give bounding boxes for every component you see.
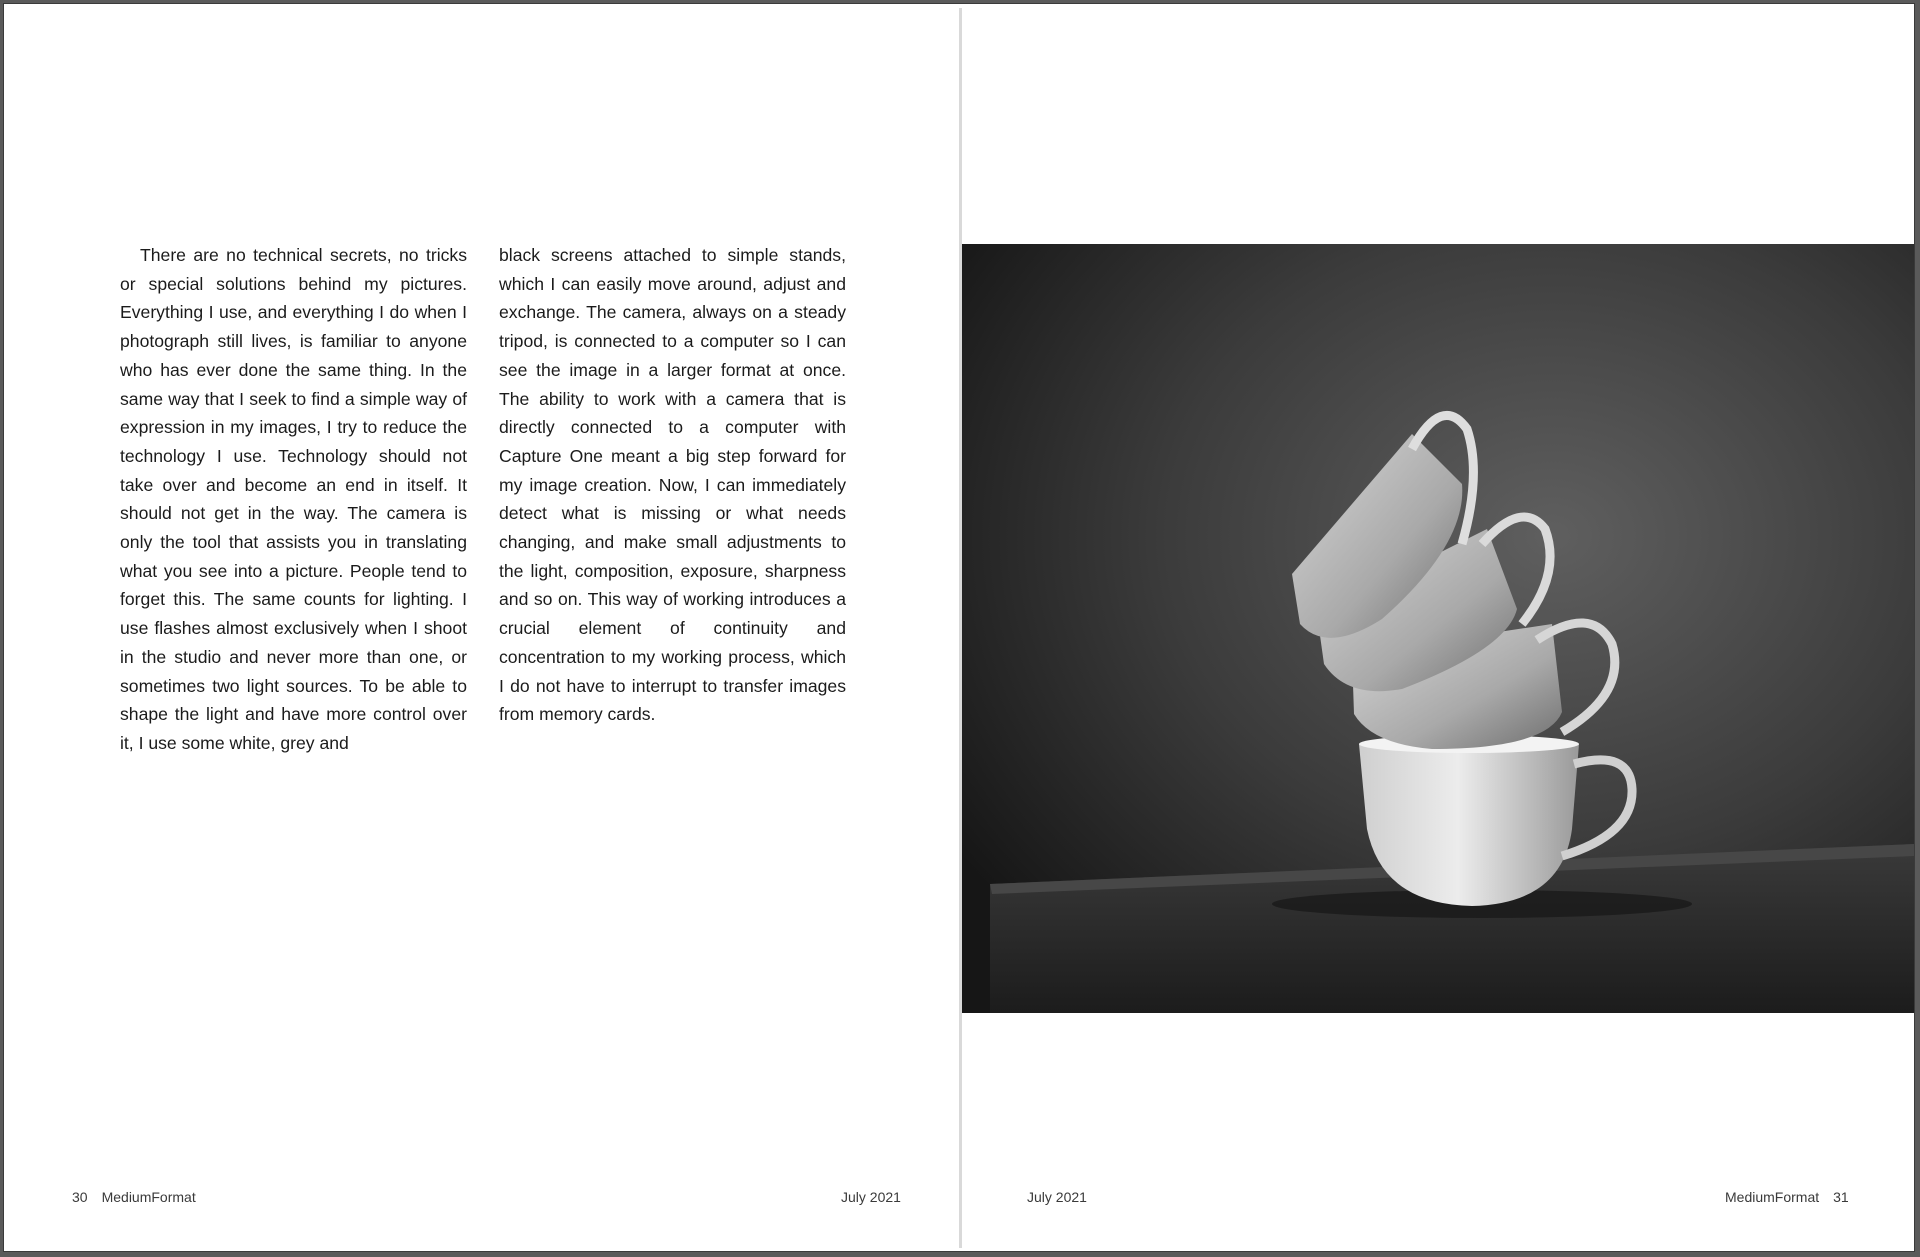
cups-photo-image [962, 244, 1914, 1013]
body-paragraph: There are no technical secrets, no tricks or special solutions behind my pictures. Everything I use, and everything I do when I photograph still lives, is familiar to anyone who has ever done the same thing. In the same way that I seek to find a simple way of expression in my images, I try to reduce the technology I use. Technology should not take over and become an end in itself. It should not get in the way. The camera is only the tool that assists you in translating what you see into a picture. People tend to forget this. The same counts for lighting. I use flashes almost exclusively when I shoot in the studio and never more than one, or sometimes two light sources. To be able to shape the light and have more control over it, I use some white, grey and [120, 245, 467, 753]
magazine-spread [3, 3, 1915, 1252]
right-page [962, 4, 1914, 1251]
magazine-name: MediumFormat [101, 1189, 196, 1205]
issue-date: July 2021 [1027, 1189, 1087, 1205]
body-paragraph: black screens attached to simple stands, which I can easily move around, adjust and exchange. The camera, always on a steady tripod, is connected to a computer so I can see the image in a larger format at once. The ability to work with a camera that is directly connected to a computer with Capture One meant a big step forward for my image creation. Now, I can immediately detect what is missing or what needs changing, and make small adjustments to the light, composition, exposure, sharpness and so on. This way of working introduces a crucial element of continuity and concentration to my working process, which I do not have to interrupt to transfer images from memory cards. [499, 245, 846, 725]
right-footer-date [1027, 1189, 1087, 1205]
left-page [4, 4, 959, 1251]
left-footer-date [841, 1189, 901, 1205]
right-footer-folio [1725, 1189, 1849, 1205]
magazine-name: MediumFormat [1725, 1189, 1820, 1205]
left-footer-folio [72, 1189, 196, 1205]
still-life-photo [962, 244, 1914, 1013]
page-number: 31 [1833, 1189, 1849, 1205]
text-column-2 [499, 241, 846, 729]
issue-date: July 2021 [841, 1189, 901, 1205]
page-number: 30 [72, 1189, 88, 1205]
text-column-1 [120, 241, 467, 758]
